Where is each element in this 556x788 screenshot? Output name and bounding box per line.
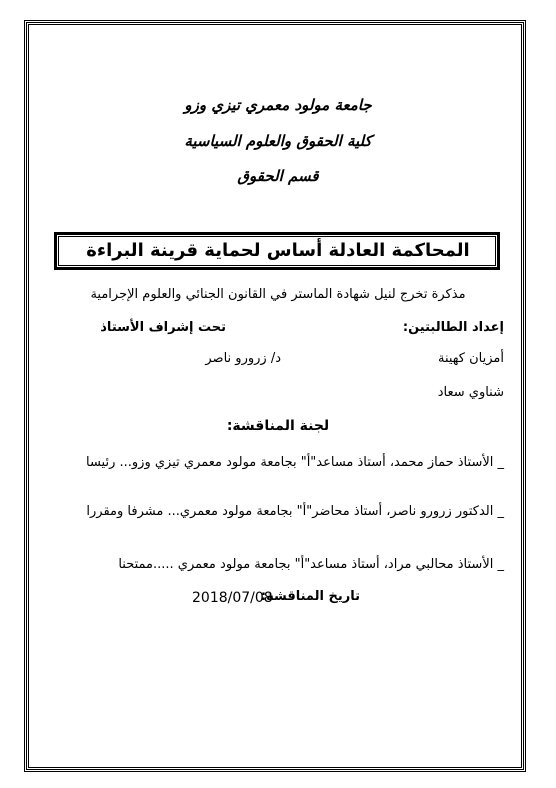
committee-member-2: _ الدكتور زرورو ناصر، أستاذ محاضر"أ" بجامعة مولود معمري... مشرفا ومقررا (86, 504, 504, 519)
committee-heading: لجنة المناقشة: (226, 418, 330, 434)
student-name-1: أمزيان كهينة (437, 351, 504, 366)
defense-date: 2018/07/08 (192, 590, 273, 606)
faculty-name: كلية الحقوق والعلوم السياسية (184, 132, 372, 150)
committee-member-3: _ الأستاذ محالبي مراد، أستاذ مساعد"أ" بجامعة مولود معمري .....ممتحنا (118, 557, 504, 572)
students-heading: إعداد الطالبتين: (402, 320, 504, 335)
supervisor-name: د/ زرورو ناصر (205, 351, 281, 366)
committee-member-1: _ الأستاذ حماز محمد، أستاذ مساعد"أ" بجامعة مولود معمري تيزي وزو... رئيسا (86, 455, 504, 470)
university-name: جامعة مولود معمري تيزي وزو (184, 96, 372, 114)
thesis-subtitle: مذكرة تخرج لنيل شهادة الماستر في القانون الجنائي والعلوم الإجرامية (90, 287, 466, 302)
defense-date-label: تاريخ المناقشة: (260, 589, 360, 604)
student-name-2: شناوي سعاد (437, 385, 504, 400)
department-name: قسم الحقوق (237, 167, 319, 185)
supervisor-heading: تحت إشراف الأستاذ (100, 320, 226, 335)
thesis-title: المحاكمة العادلة أساس لحماية قرينة البراءة (86, 240, 470, 261)
